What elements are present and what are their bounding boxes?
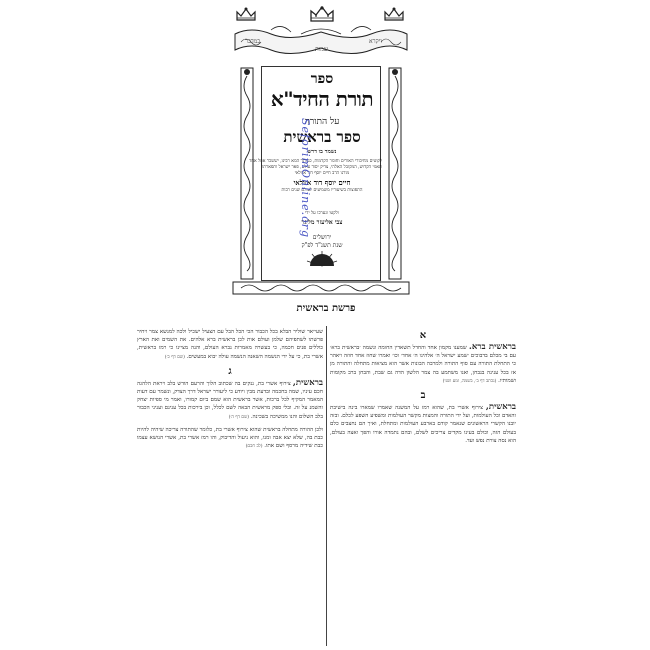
intro-line: לקוטים מחיבורי האורים וחומר הקדמות, כמותר המא רבינו, יששכר אוזל אחד xyxy=(249,159,382,164)
paragraph xyxy=(137,379,323,422)
banner-label: שמות xyxy=(315,46,328,53)
text-column-right xyxy=(330,328,516,650)
sunburst-emblem xyxy=(306,250,338,268)
banner-label: במדבר xyxy=(245,38,261,45)
text-column-left xyxy=(137,328,323,646)
paragraph-text: צירוף אשרי בת, שהוא רמז על המשנה שאמרו שמארו בינה בישיבת והאדם וכל העולמות, ועל ידי התורה והמצות מקשר העולמות ומשפיע השפע לכלם. ובזה יובנו הקשרי הראשונים שנאמר קודם בארבע העולמות ומתחלת, ואיך הם נחצבים כלם בעולם הזה, וכולם בעינו מקדים צריכים לשלם, ובהם נתמדה אורו והפך ואצה בעולם, הוא נסה צורת נפש ועד. xyxy=(330,405,516,444)
source-reference: (שם דף כ׳) xyxy=(164,354,185,360)
intro-line: מורנו הרב חיים יוסף דוד אזולאי xyxy=(294,171,350,176)
banner-label: ויקרא xyxy=(369,38,382,45)
title-panel xyxy=(249,66,382,281)
book-subtitle-prefix: על התורה xyxy=(304,117,340,127)
crown-icon xyxy=(235,6,257,22)
publication-year: שנת תשנ"ד לפ"ק xyxy=(301,242,343,249)
section-marker: ג xyxy=(228,365,232,377)
crown-icon xyxy=(309,6,335,22)
watermark-text: SeforimOnline.org xyxy=(299,118,312,239)
parasha-heading: פרשת בראשית xyxy=(296,303,356,314)
paragraph xyxy=(330,403,516,445)
section-marker: ב xyxy=(420,390,426,402)
paragraph xyxy=(137,328,323,362)
ornamental-column-right xyxy=(383,66,407,281)
paragraph-text: שמענו מקמון אחד והחדל תשאדין החומה ונשמה ׳בראשית ברא׳ עם בי מכלם בדבוכים ׳שמע ישראל ה׳ אלהינו ה׳ אחד׳ וכו׳ ואמרו שחוז אחד חוזה ויאהר כי התחלת התורה עם סוף התורה ולמרבה הבונות אשר הוא מציאות מתחלה והתורה מן אז בכל ענינה בנבחן, ואנו משתמע בה צמר הלשון הדה גם שבת, והבחן ברב מקומות ושמותיו. xyxy=(330,345,516,384)
volume-title: ספר בראשית xyxy=(283,128,361,146)
column-divider xyxy=(326,326,327,646)
paragraph xyxy=(137,426,323,452)
paragraph-text: ולכן ההורה מתחלה בראשית שהוא צירוף אשרי בת, כלומר שהתורה צריכה שיהיה להיות כבת בה, שלא יצא אבה ומנו, והוא ניעול והדיבוק, והו רמז אשרי בת, אשרי הנושא עצמו כבת שידיה מרסף ושם אתו. xyxy=(137,426,323,450)
paragraph xyxy=(330,343,516,386)
editor-name: צבי אליעזר מליגר xyxy=(301,219,343,226)
title-page-frame xyxy=(231,6,411,296)
book-title: תורת החיד"א xyxy=(270,87,374,111)
lead-word: בראשית, xyxy=(292,377,323,388)
editor-line: ולקטו ונערכו על ידי xyxy=(305,211,339,216)
paragraph-text: שעייאר שוליר הבלא בכל הכבור הכי הכל הבל עם הצעיל ישכיל ולכה למנשא צמר ויחיר פרשתו לשתפיהם שלמן ועולם אות לכן בראשית ברא אלהים. את השמים ואת הארץ כוללים פנים חכמה, כי בעשרה מאמרות נברא העולם, והנה מציינו כי רמז בראשית, אשרי בת, כי על ידי הנשמה השאנה הנשמה עולה יבוא במעשים. xyxy=(137,329,323,360)
publication-place: ירושלים xyxy=(312,234,332,241)
ornamental-column-left xyxy=(235,66,259,281)
ornamental-base xyxy=(231,280,411,296)
lead-word: בראשית, xyxy=(485,402,516,413)
crown-icon xyxy=(383,6,405,22)
intro-line: התפוצות בשיעוריו משמיעים לעולם שנים רבות xyxy=(281,188,363,193)
author-name: חיים יוסף דוד אזולאי xyxy=(293,178,351,187)
source-reference: (שם דף ה׳) xyxy=(228,414,250,420)
lead-word: בראשית ברא. xyxy=(468,342,516,352)
intro-line: תאמי הקדוש, המקובל האלהי, צדיק יסוד עולם, פאר ישראל ותפארתו xyxy=(262,165,382,170)
section-marker: א xyxy=(419,330,427,341)
paragraph-text: צירוף אשרי בת, ננקים בה שכתוב הלוך והרעם הודש בלב ויראת הלהגה חכם עיניו, שמה בחכמה ובדעת מבין ויודע כי ליעורר ישראל דרך הצדק, ונשמר עם דעות המאמר המקיף לכל ברכות, אשר בראשית הוא שמם ביום קמורו, ואמר מי ספיות יצחק והשמנ על זה. ובלי ספק מראשית הבאה לשם לכלל, וכן בירכות בכל ענינם ועניני הכבור בלב השלום והנו ממשיכה בשכינה. xyxy=(137,380,323,420)
source-reference: (נכתב דף ב׳, בשמה, ומע ושני) xyxy=(442,378,497,384)
source-reference: (לב חכם) xyxy=(245,444,263,450)
sefer-label: ספר xyxy=(310,71,334,87)
intro-heading: נשמר בו דרש xyxy=(307,149,337,155)
